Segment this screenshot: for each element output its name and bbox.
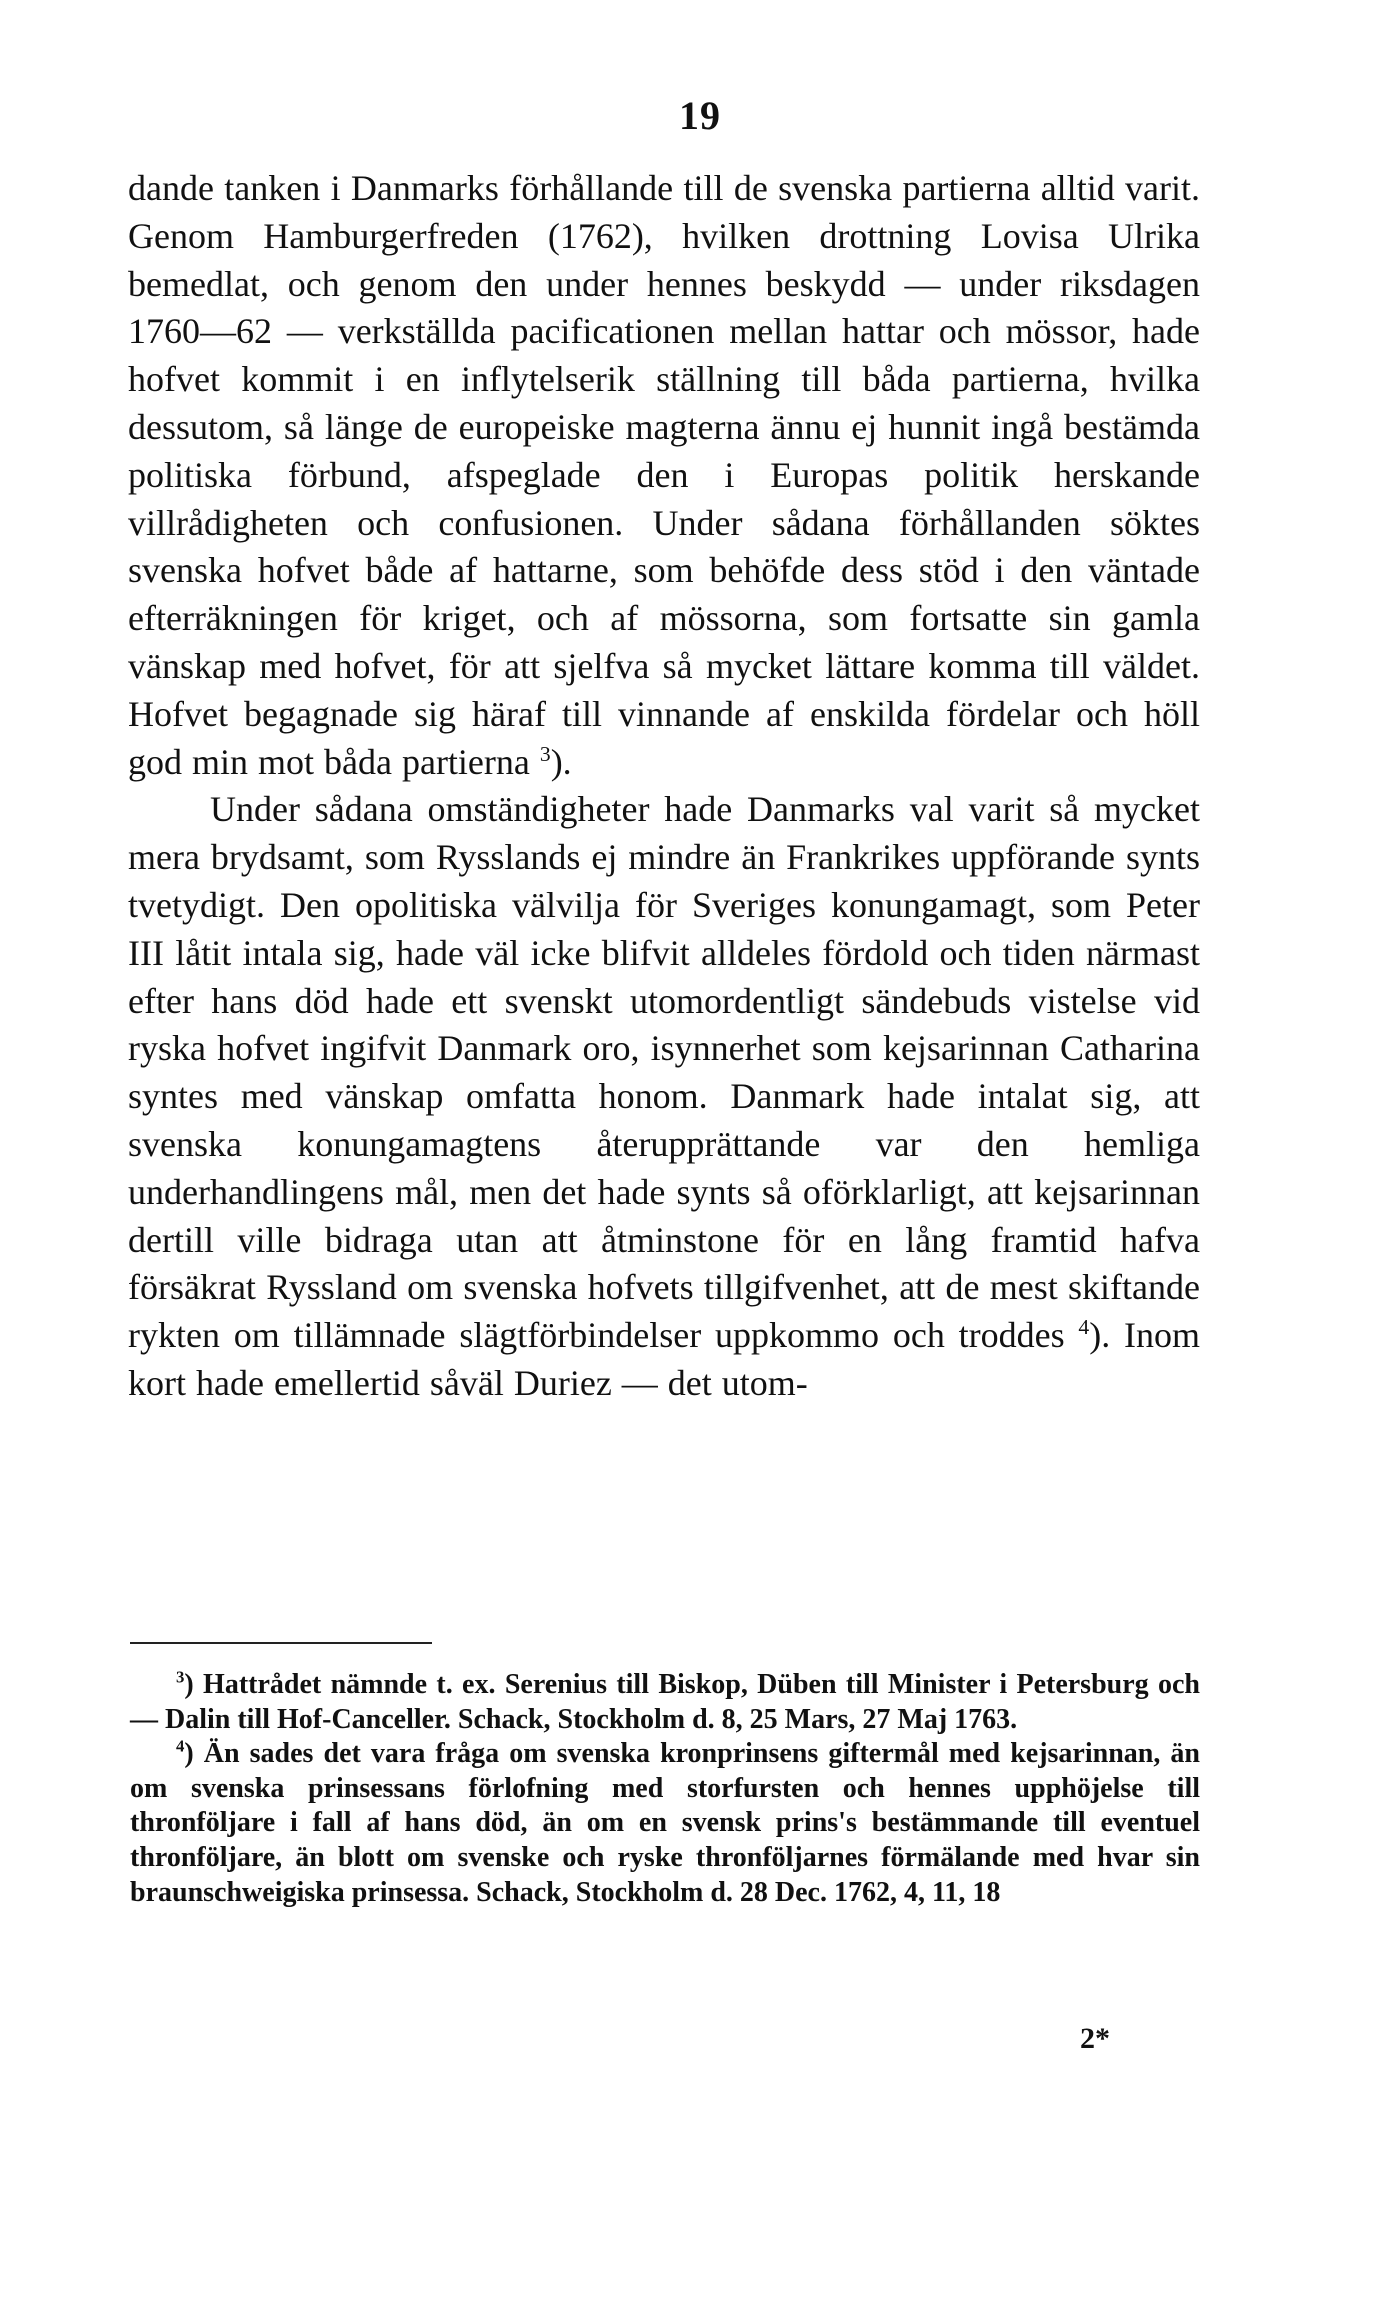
footnotes bbox=[130, 1668, 1200, 1910]
footnote-ref-4: 4 bbox=[1078, 1315, 1090, 1340]
footnote-4 bbox=[130, 1737, 1200, 1910]
paragraph-2 bbox=[128, 786, 1200, 1407]
signature-mark: 2* bbox=[1080, 2022, 1110, 2055]
page-number: 19 bbox=[679, 93, 721, 138]
footnote-4-text: ) Än sades det vara fråga om svenska kronprinsens giftermål med kejsarinnan, än om svenska prinsessans förlofning med storfursten och hennes upphöjelse till thronföljare i fall af hans död, än om en svensk prins's bestämmande till eventuel thronföljare, än blott om svenske och ryske thronföljarnes förmälande med hvar sin braunschweigiska prinsessa. Schack, Stockholm d. 28 Dec. 1762, 4, 11, 18 bbox=[130, 1738, 1200, 1908]
footnote-marker-4: 4 bbox=[176, 1736, 185, 1756]
paragraph-1-text: dande tanken i Danmarks förhållande till de svenska partierna alltid varit. Genom Hamburgerfreden (1762), hvilken drottning Lovisa Ulrika bemedlat, och genom den under hennes beskydd — under riksdagen 1760—62 — verkställda pacificationen mellan hattar och mössor, hade hofvet kommit i en inflytelserik ställning till båda partierna, hvilka dessutom, så länge de europeiske magterna ännu ej hunnit ingå bestämda politiska förbund, afspeglade den i Europas politik herskande villrådigheten och confusionen. Under sådana förhållanden söktes svenska hofvet både af hattarne, som behöfde dess stöd i den väntade efterräkningen för kriget, och af mössorna, som fortsatte sin gamla vänskap med hofvet, för att sjelfva så mycket lättare komma till väldet. Hofvet begagnade sig häraf till vinnande af enskilda fördelar och höll god min mot båda partierna bbox=[128, 168, 1200, 782]
paragraph-2-closing: ). bbox=[1089, 1315, 1111, 1356]
footnote-3-text: ) Hattrådet nämnde t. ex. Serenius till Biskop, Düben till Minister i Petersburg och — Dalin till Hof-Canceller. Schack, Stockholm d. 8, 25 Mars, 27 Maj 1763. bbox=[130, 1669, 1200, 1735]
footnote-ref-3: 3 bbox=[539, 741, 551, 766]
footnote-marker-3: 3 bbox=[176, 1667, 185, 1687]
footnote-3 bbox=[130, 1668, 1200, 1737]
paragraph-1 bbox=[128, 165, 1200, 786]
paragraph-2-continuation: Inom kort hade emellertid såväl Duriez — det utom- bbox=[128, 1315, 1201, 1403]
footnote-divider bbox=[130, 1642, 432, 1644]
paragraph-2-text: Under sådana omständigheter hade Danmarks val varit så mycket mera brydsamt, som Rysslands ej mindre än Frankrikes uppförande synts tvetydigt. Den opolitiska välvilja för Sveriges konungamagt, som Peter III låtit intala sig, hade väl icke blifvit alldeles fördold och tiden närmast efter hans död hade ett svenskt utomordentligt sändebuds vistelse vid ryska hofvet ingifvit Danmark oro, isynnerhet som kejsarinnan Catharina syntes med vänskap omfatta honom. Danmark hade intalat sig, att svenska konungamagtens återupprättande var den hemliga underhandlingens mål, men det hade synts så oförklarligt, att kejsarinnan dertill ville bidraga utan att åtminstone för en lång framtid hafva försäkrat Ryssland om svenska hofvets tillgifvenhet, att de mest skiftande rykten om tillämnade slägtförbindelser uppkommo och troddes bbox=[128, 789, 1200, 1356]
paragraph-1-closing: ). bbox=[550, 741, 572, 782]
main-text bbox=[128, 165, 1200, 1408]
